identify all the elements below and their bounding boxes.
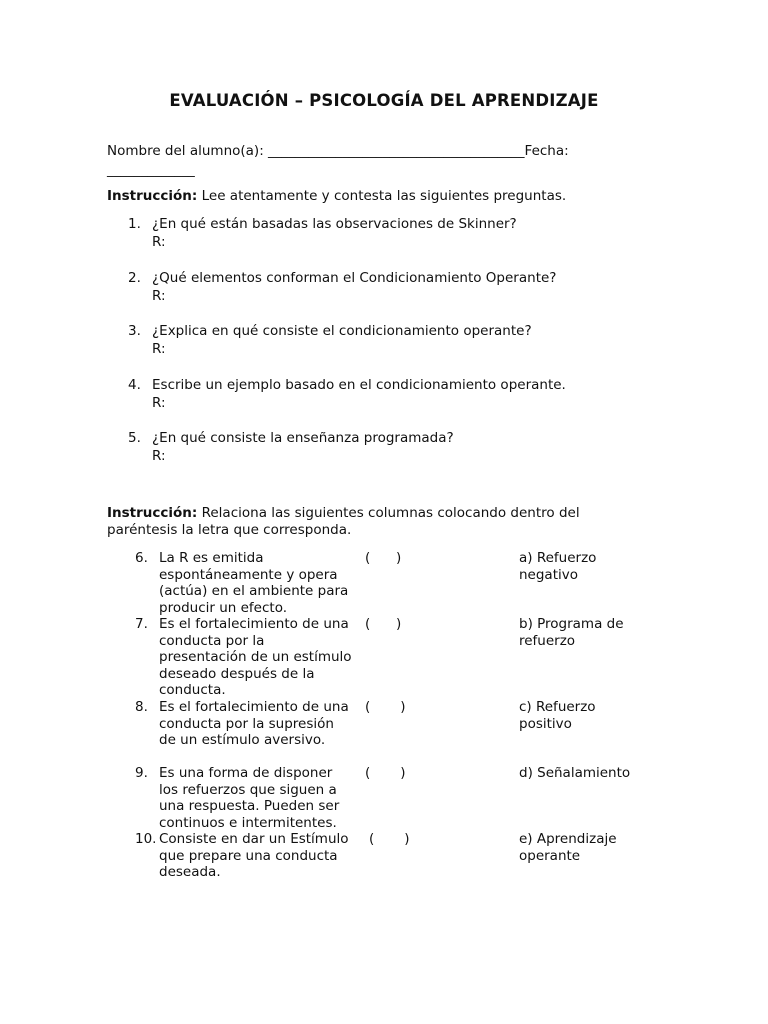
date-label: Fecha: (524, 143, 569, 159)
option-text: d) Señalamiento (519, 765, 631, 781)
answer-parenthesis[interactable]: ( ) (365, 616, 402, 632)
instruction-2 (107, 505, 627, 539)
question-text: ¿Qué elementos conforman el Condicionamiento Operante? (152, 269, 557, 286)
instruction-1-label: Instrucción: (107, 188, 198, 204)
item-number: 10. (135, 831, 157, 847)
question-number: 1. (128, 216, 141, 232)
option-text: e) Aprendizaje operante (519, 831, 617, 864)
list-item (107, 270, 627, 324)
option-text: a) Refuerzo negativo (519, 550, 597, 583)
question-text: Escribe un ejemplo basado en el condicionamiento operante. (152, 376, 566, 393)
answer-parenthesis[interactable]: ( ) (365, 699, 406, 715)
question-text: ¿En qué están basadas las observaciones de Skinner? (152, 216, 517, 232)
answer-label: R: (152, 394, 166, 411)
option-text: c) Refuerzo positivo (519, 699, 596, 732)
instruction-2-text: Relaciona las siguientes columnas colocando dentro del paréntesis la letra que corresponda. (107, 505, 580, 538)
item-text: Consiste en dar un Estímulo que prepare una conducta deseada. (159, 831, 349, 880)
answer-parenthesis[interactable]: ( ) (365, 765, 406, 781)
answer-label: R: (152, 287, 166, 304)
question-list (107, 216, 627, 484)
option-text: b) Programa de refuerzo (519, 616, 624, 649)
student-name-label: Nombre del alumno(a): ______________________________________ (107, 143, 525, 159)
question-number: 5. (128, 430, 141, 446)
answer-label: R: (152, 341, 166, 357)
answer-parenthesis[interactable]: ( ) (369, 831, 410, 847)
item-number: 9. (135, 765, 148, 781)
item-text: La R es emitida espontáneamente y opera (actúa) en el ambiente para producir un efecto. (159, 550, 349, 616)
page-title: EVALUACIÓN – PSICOLOGÍA DEL APRENDIZAJE (169, 91, 599, 110)
list-item (107, 216, 627, 270)
list-item (107, 377, 627, 431)
item-number: 8. (135, 699, 148, 715)
item-text: Es el fortalecimiento de una conducta por la presentación de un estímulo deseado después de la conducta. (159, 616, 352, 698)
question-number: 3. (128, 323, 141, 339)
item-text: Es el fortalecimiento de una conducta por la supresión de un estímulo aversivo. (159, 699, 349, 748)
instruction-2-label: Instrucción: (107, 505, 198, 521)
item-number: 7. (135, 616, 148, 632)
list-item (107, 430, 627, 484)
date-blank: _____________ (107, 162, 195, 178)
question-number: 4. (128, 376, 141, 393)
question-number: 2. (128, 269, 141, 286)
instruction-1 (107, 188, 627, 205)
answer-label: R: (152, 234, 166, 250)
item-text: Es una forma de disponer los refuerzos que siguen a una respuesta. Pueden ser continuos e intermitentes. (159, 765, 340, 831)
item-number: 6. (135, 550, 148, 566)
student-info-line (107, 142, 627, 180)
answer-label: R: (152, 448, 166, 464)
list-item (107, 323, 627, 377)
question-text: ¿En qué consiste la enseñanza programada? (152, 430, 454, 446)
instruction-1-text: Lee atentamente y contesta las siguientes preguntas. (197, 188, 567, 204)
answer-parenthesis[interactable]: ( ) (365, 550, 402, 566)
question-text: ¿Explica en qué consiste el condicionamiento operante? (152, 323, 532, 339)
